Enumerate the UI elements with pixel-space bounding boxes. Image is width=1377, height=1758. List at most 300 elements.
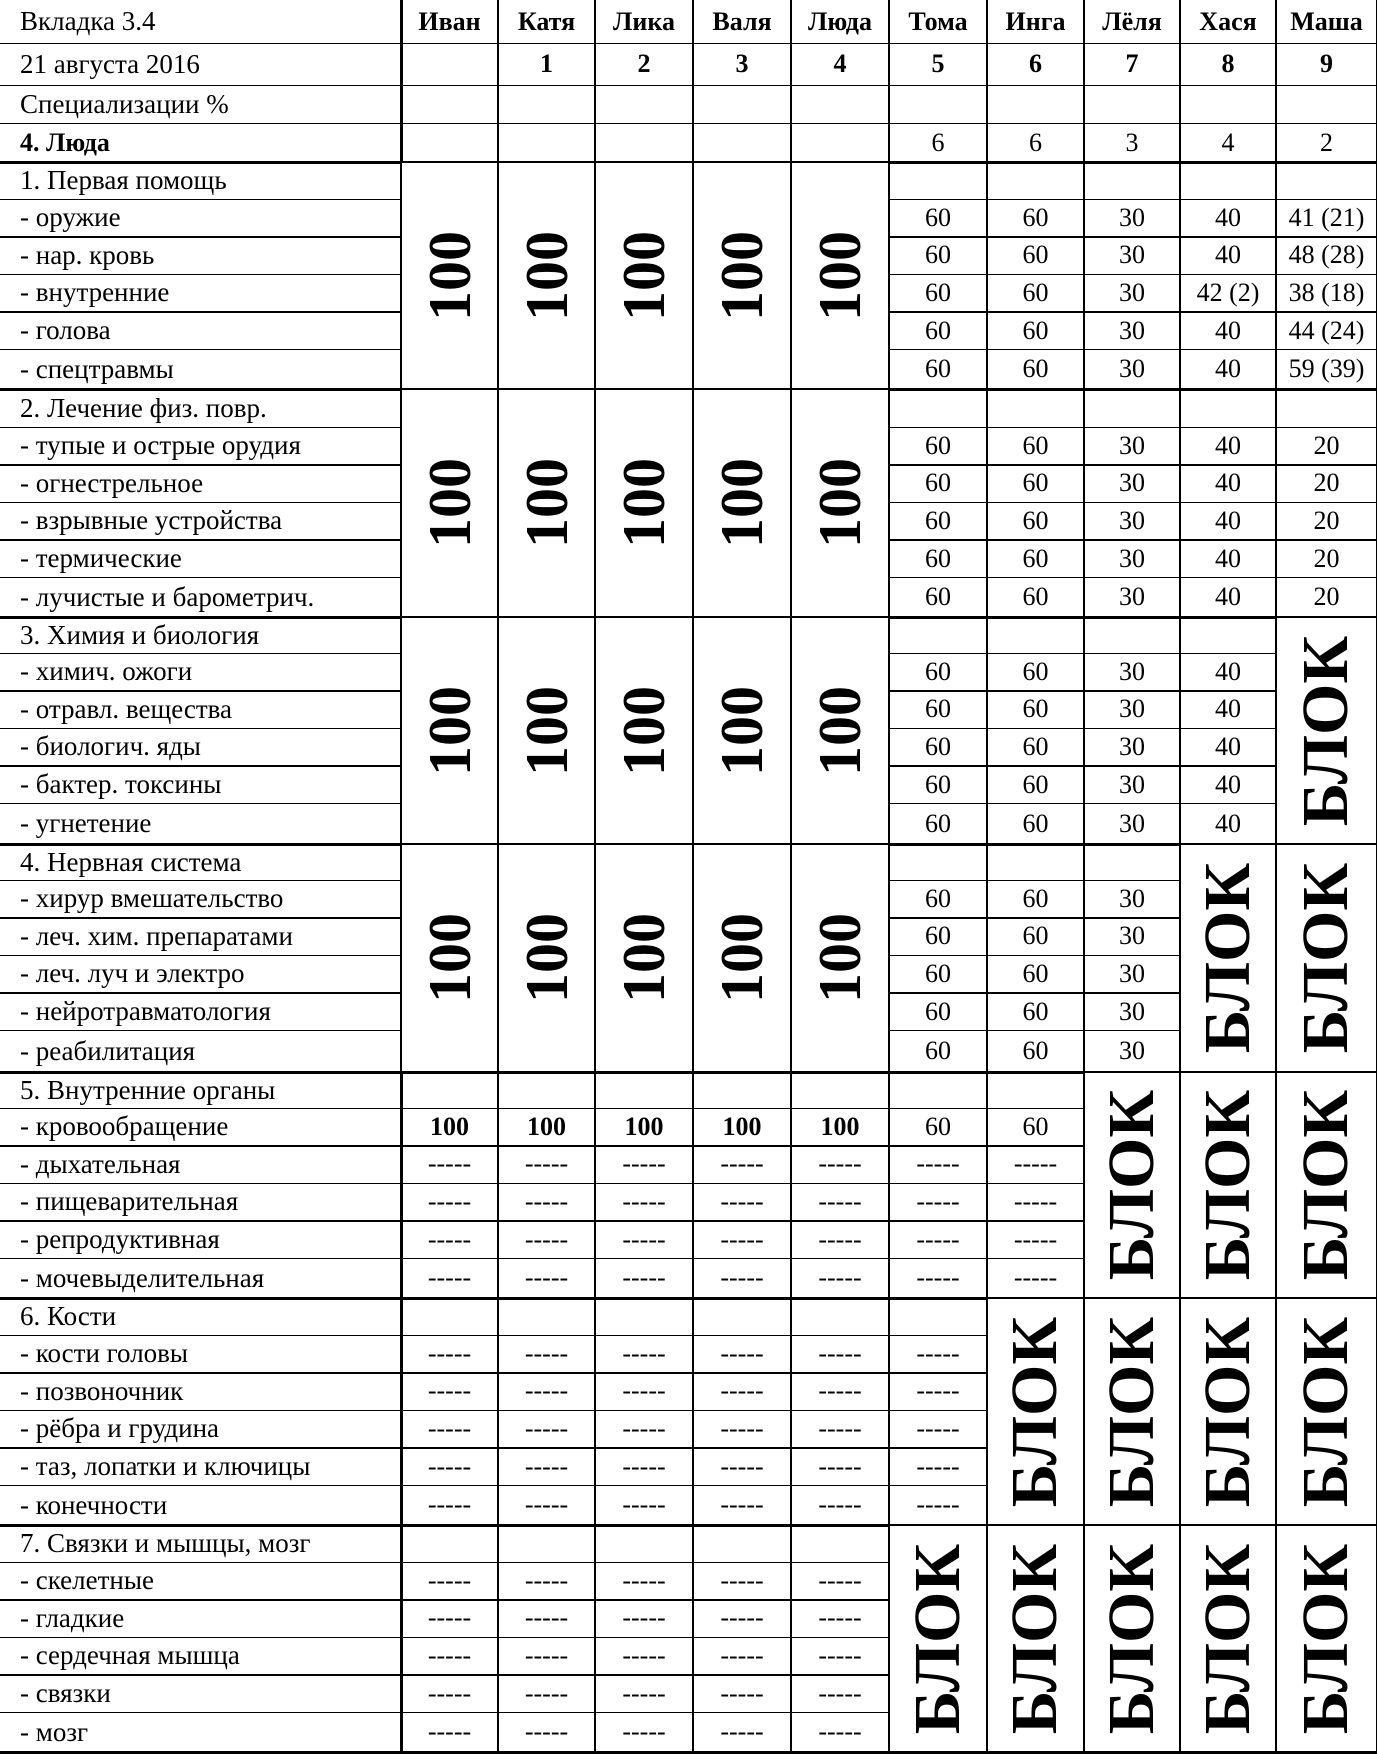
value-cell: -----: [622, 1263, 666, 1293]
value-cell: 20: [1313, 505, 1340, 535]
value-cell: -----: [916, 1413, 960, 1443]
value-cell: -----: [818, 1224, 862, 1254]
item-label: - леч. хим. препаратами: [20, 920, 293, 951]
value-cell: -----: [818, 1263, 862, 1293]
value-cell: 60: [1022, 430, 1049, 460]
blocked-label: БЛОК: [1289, 1089, 1363, 1281]
value-cell: -----: [622, 1678, 666, 1708]
value-cell: 30: [1119, 958, 1145, 988]
merged-100-value: 100: [611, 230, 677, 321]
merged-100-cell: [792, 163, 888, 388]
value-cell: -----: [622, 1224, 666, 1254]
item-label: - таз, лопатки и ключицы: [20, 1451, 311, 1482]
value-cell: -----: [720, 1451, 764, 1481]
value-cell: -----: [916, 1490, 960, 1520]
value-cell: -----: [1013, 1149, 1058, 1179]
value-cell: 60: [1022, 505, 1049, 535]
item-label: - оружие: [20, 202, 121, 233]
value-cell: -----: [622, 1717, 666, 1747]
value-cell: 60: [925, 1036, 951, 1066]
value-cell: -----: [622, 1376, 666, 1406]
value-cell: -----: [524, 1263, 569, 1293]
item-label: - биологич. яды: [20, 731, 201, 762]
column-number: 8: [1221, 49, 1235, 78]
value-cell: 40: [1215, 354, 1241, 384]
luda-row-value: 4: [1221, 127, 1235, 157]
value-cell: -----: [427, 1376, 472, 1406]
section-title: 4. Нервная система: [20, 846, 242, 877]
value-cell: 60: [1022, 656, 1049, 686]
value-cell: -----: [818, 1376, 862, 1406]
blocked-cell: [1277, 1526, 1376, 1751]
item-label: - лучистые и барометрич.: [20, 581, 315, 612]
column-name: Хася: [1199, 6, 1257, 36]
value-cell: 60: [1022, 468, 1049, 498]
item-label: - позвоночник: [20, 1375, 184, 1406]
column-number: 9: [1320, 49, 1333, 78]
value-cell: 30: [1119, 543, 1145, 573]
merged-100-cell: [402, 618, 497, 843]
value-cell: -----: [524, 1490, 569, 1520]
value-cell: 60: [1022, 921, 1049, 951]
value-cell: 60: [925, 468, 951, 498]
value-cell: -----: [524, 1451, 569, 1481]
value-cell: -----: [524, 1717, 569, 1747]
value-cell: 100: [527, 1111, 566, 1141]
value-cell: 30: [1119, 202, 1145, 232]
column-name: Катя: [517, 6, 576, 36]
value-cell: -----: [818, 1640, 862, 1670]
value-cell: -----: [524, 1224, 569, 1254]
blocked-cell: [1181, 1526, 1275, 1751]
value-cell: 30: [1119, 430, 1145, 460]
value-cell: 60: [925, 277, 951, 307]
luda-row-value: 3: [1125, 127, 1139, 157]
column-name: Тома: [908, 6, 968, 36]
merged-100-value: 100: [709, 913, 775, 1003]
blocked-label: БЛОК: [1191, 1316, 1264, 1507]
item-label: - реабилитация: [20, 1035, 196, 1066]
value-cell: 40: [1215, 430, 1241, 460]
blocked-label: БЛОК: [1289, 1543, 1363, 1734]
merged-100-value: 100: [709, 685, 775, 776]
value-cell: 60: [1022, 883, 1049, 913]
item-label: - химич. ожоги: [20, 656, 193, 687]
value-cell: 30: [1119, 505, 1145, 535]
value-cell: -----: [524, 1149, 569, 1179]
value-cell: -----: [427, 1640, 472, 1670]
value-cell: -----: [427, 1186, 472, 1216]
value-cell: -----: [720, 1565, 764, 1595]
value-cell: 60: [925, 958, 951, 988]
value-cell: 60: [1022, 694, 1049, 724]
value-cell: 60: [925, 731, 951, 761]
blocked-cell: [1277, 618, 1376, 843]
column-number: 6: [1029, 49, 1042, 78]
value-cell: 40: [1215, 731, 1241, 761]
value-cell: -----: [818, 1603, 862, 1633]
blocked-cell: [1085, 1526, 1179, 1751]
blocked-cell: [988, 1526, 1083, 1751]
value-cell: -----: [916, 1451, 960, 1481]
value-cell: 60: [925, 883, 951, 913]
merged-100-value: 100: [513, 685, 580, 776]
value-cell: -----: [916, 1376, 960, 1406]
blocked-cell: [1181, 1073, 1275, 1297]
column-name: Инга: [1005, 6, 1066, 36]
value-cell: -----: [427, 1678, 472, 1708]
blocked-label: БЛОК: [901, 1543, 974, 1734]
merged-100-value: 100: [513, 913, 580, 1003]
value-cell: -----: [1013, 1186, 1058, 1216]
value-cell: -----: [1013, 1263, 1058, 1293]
item-label: - огнестрельное: [20, 467, 204, 498]
column-number: 4: [833, 49, 847, 78]
value-cell: 60: [925, 543, 951, 573]
value-cell: 60: [1022, 769, 1049, 799]
blocked-label: БЛОК: [1191, 862, 1264, 1054]
item-label: - отравл. вещества: [20, 693, 233, 724]
item-label: - леч. луч и электро: [20, 958, 245, 989]
merged-100-cell: [596, 845, 692, 1071]
header-divider: [0, 85, 1377, 87]
value-cell: -----: [524, 1376, 569, 1406]
blocked-label: БЛОК: [1191, 1543, 1264, 1734]
value-cell: 30: [1119, 315, 1145, 345]
value-cell: -----: [720, 1717, 764, 1747]
value-cell: 40: [1215, 582, 1241, 612]
value-cell: 30: [1119, 694, 1145, 724]
column-name: Валя: [712, 6, 772, 36]
item-label: - мочевыделительная: [20, 1262, 265, 1293]
item-label: - спецтравмы: [20, 353, 174, 384]
value-cell: -----: [720, 1338, 764, 1368]
value-cell: -----: [524, 1338, 569, 1368]
column-number: [401, 43, 498, 85]
merged-100-value: 100: [611, 458, 677, 548]
merged-100-cell: [694, 163, 790, 388]
blocked-label: БЛОК: [1289, 635, 1363, 826]
header-divider: [0, 123, 1377, 125]
value-cell: -----: [720, 1640, 764, 1670]
value-cell: -----: [818, 1717, 862, 1747]
blocked-cell: [1181, 845, 1275, 1071]
value-cell: 60: [925, 808, 951, 838]
item-label: - рёбра и грудина: [20, 1413, 220, 1444]
value-cell: -----: [524, 1640, 569, 1670]
value-cell: 30: [1119, 996, 1145, 1026]
value-cell: -----: [720, 1149, 764, 1179]
merged-100-cell: [596, 390, 692, 616]
value-cell: 60: [925, 240, 951, 270]
value-cell: -----: [427, 1451, 472, 1481]
column-name: Люда: [808, 6, 872, 36]
value-cell: 30: [1119, 582, 1145, 612]
merged-100-cell: [402, 845, 497, 1071]
merged-100-cell: [596, 618, 692, 843]
blocked-label: БЛОК: [1289, 862, 1363, 1054]
merged-100-value: 100: [416, 685, 483, 776]
item-label: - внутренние: [20, 277, 170, 308]
value-cell: -----: [622, 1149, 666, 1179]
value-cell: 30: [1119, 808, 1145, 838]
value-cell: -----: [720, 1376, 764, 1406]
value-cell: -----: [720, 1603, 764, 1633]
merged-100-value: 100: [513, 230, 580, 321]
blocked-cell: [890, 1526, 986, 1751]
item-label: - сердечная мышца: [20, 1640, 240, 1671]
value-cell: 59 (39): [1288, 354, 1365, 384]
value-cell: 44 (24): [1288, 315, 1365, 345]
luda-row-value: [595, 123, 693, 162]
merged-100-cell: [402, 390, 497, 616]
value-cell: 60: [925, 505, 951, 535]
luda-row-value: [498, 123, 595, 162]
value-cell: 100: [722, 1111, 762, 1141]
merged-100-value: 100: [807, 685, 873, 776]
value-cell: -----: [818, 1413, 862, 1443]
value-cell: -----: [1013, 1224, 1058, 1254]
value-cell: 60: [925, 921, 951, 951]
blocked-cell: [1277, 845, 1376, 1071]
column-number: 1: [540, 49, 553, 78]
item-label: - мозг: [20, 1716, 89, 1747]
value-cell: 30: [1119, 277, 1145, 307]
value-cell: -----: [427, 1263, 472, 1293]
merged-100-cell: [499, 618, 594, 843]
blocked-cell: [1181, 1299, 1275, 1524]
value-cell: 40: [1215, 240, 1241, 270]
value-cell: -----: [818, 1338, 862, 1368]
value-cell: -----: [720, 1678, 764, 1708]
value-cell: -----: [818, 1149, 862, 1179]
value-cell: -----: [818, 1490, 862, 1520]
item-label: - хирур вмешательство: [20, 883, 284, 914]
header-divider: [0, 43, 1377, 45]
luda-row-label: 4. Люда: [20, 127, 110, 157]
value-cell: 30: [1119, 354, 1145, 384]
item-label: - скелетные: [20, 1565, 154, 1596]
value-cell: -----: [720, 1224, 764, 1254]
merged-100-value: 100: [709, 458, 775, 548]
value-cell: 60: [925, 582, 951, 612]
merged-100-cell: [402, 163, 497, 388]
value-cell: 40: [1215, 694, 1241, 724]
item-label: - взрывные устройства: [20, 505, 283, 536]
merged-100-value: 100: [416, 458, 483, 548]
value-cell: 60: [1022, 202, 1049, 232]
item-label: - связки: [20, 1678, 111, 1709]
value-cell: -----: [916, 1149, 960, 1179]
value-cell: 40: [1215, 202, 1241, 232]
value-cell: 60: [1022, 1111, 1049, 1141]
luda-row-value: 2: [1320, 127, 1333, 157]
value-cell: -----: [818, 1565, 862, 1595]
value-cell: -----: [818, 1451, 862, 1481]
item-label: - тупые и острые орудия: [20, 430, 301, 461]
value-cell: 20: [1313, 430, 1340, 460]
value-cell: 41 (21): [1288, 202, 1365, 232]
value-cell: 42 (2): [1196, 277, 1260, 307]
value-cell: 60: [1022, 354, 1049, 384]
item-label: - бактер. токсины: [20, 769, 222, 800]
value-cell: -----: [916, 1263, 960, 1293]
value-cell: -----: [720, 1413, 764, 1443]
item-label: - пищеварительная: [20, 1186, 239, 1217]
value-cell: 60: [1022, 731, 1049, 761]
value-cell: 30: [1119, 468, 1145, 498]
item-label: - репродуктивная: [20, 1224, 220, 1255]
blocked-label: БЛОК: [1095, 1543, 1168, 1734]
value-cell: 100: [430, 1111, 469, 1141]
value-cell: -----: [427, 1338, 472, 1368]
merged-100-value: 100: [611, 685, 677, 776]
value-cell: 40: [1215, 468, 1241, 498]
value-cell: 60: [1022, 1036, 1049, 1066]
luda-row-value: [791, 123, 889, 162]
value-cell: 60: [1022, 808, 1049, 838]
value-cell: 60: [925, 202, 951, 232]
value-cell: 30: [1119, 240, 1145, 270]
value-cell: 60: [925, 656, 951, 686]
specializations-label: Специализации %: [20, 88, 229, 119]
column-name: Иван: [418, 6, 481, 36]
value-cell: 40: [1215, 808, 1241, 838]
value-cell: 60: [925, 1111, 951, 1141]
value-cell: -----: [427, 1224, 472, 1254]
value-cell: 40: [1215, 315, 1241, 345]
blocked-cell: [1085, 1299, 1179, 1524]
value-cell: 60: [1022, 958, 1049, 988]
merged-100-cell: [792, 618, 888, 843]
luda-row-value: [401, 123, 498, 162]
merged-100-cell: [694, 618, 790, 843]
section-title: 5. Внутренние органы: [20, 1074, 276, 1105]
tab-title: Вкладка 3.4: [20, 6, 156, 36]
column-divider: [888, 0, 890, 1752]
value-cell: -----: [427, 1603, 472, 1633]
value-cell: 20: [1313, 582, 1340, 612]
item-label: - дыхательная: [20, 1148, 181, 1179]
value-cell: 100: [820, 1111, 860, 1141]
value-cell: -----: [916, 1338, 960, 1368]
item-label: - нар. кровь: [20, 239, 155, 270]
value-cell: 30: [1119, 1036, 1145, 1066]
value-cell: 60: [925, 694, 951, 724]
table-bottom-border: [0, 1751, 1377, 1754]
value-cell: 30: [1119, 921, 1145, 951]
item-label: - угнетение: [20, 808, 152, 839]
value-cell: 20: [1313, 468, 1340, 498]
column-name: Лёля: [1102, 6, 1162, 36]
blocked-cell: [1277, 1073, 1376, 1297]
value-cell: -----: [622, 1603, 666, 1633]
section-title: 6. Кости: [20, 1301, 117, 1331]
column-name: Лика: [613, 6, 675, 36]
merged-100-value: 100: [416, 230, 483, 321]
value-cell: 48 (28): [1288, 240, 1365, 270]
value-cell: -----: [622, 1451, 666, 1481]
merged-100-cell: [792, 390, 888, 616]
value-cell: 60: [1022, 240, 1049, 270]
value-cell: -----: [916, 1186, 960, 1216]
value-cell: 60: [925, 430, 951, 460]
value-cell: 40: [1215, 543, 1241, 573]
value-cell: -----: [427, 1565, 472, 1595]
merged-100-value: 100: [709, 230, 775, 321]
luda-row-value: 6: [1029, 127, 1042, 157]
value-cell: -----: [720, 1186, 764, 1216]
item-label: - термические: [20, 543, 182, 574]
section-title: 1. Первая помощь: [20, 165, 227, 195]
blocked-label: БЛОК: [1191, 1089, 1264, 1281]
value-cell: -----: [622, 1413, 666, 1443]
value-cell: -----: [622, 1565, 666, 1595]
section-title: 3. Химия и биология: [20, 619, 260, 650]
blocked-cell: [988, 1299, 1083, 1524]
value-cell: -----: [720, 1263, 764, 1293]
value-cell: 20: [1313, 543, 1340, 573]
value-cell: -----: [622, 1186, 666, 1216]
value-cell: -----: [524, 1678, 569, 1708]
merged-100-value: 100: [416, 913, 483, 1003]
value-cell: 60: [925, 315, 951, 345]
value-cell: 30: [1119, 769, 1145, 799]
value-cell: 38 (18): [1288, 277, 1365, 307]
value-cell: -----: [427, 1149, 472, 1179]
item-label: - гладкие: [20, 1602, 125, 1633]
blocked-label: БЛОК: [998, 1543, 1072, 1734]
value-cell: -----: [622, 1338, 666, 1368]
merged-100-value: 100: [807, 458, 873, 548]
section-title: 7. Связки и мышцы, мозг: [20, 1528, 311, 1558]
column-number: 2: [637, 49, 651, 78]
value-cell: -----: [427, 1413, 472, 1443]
value-cell: -----: [818, 1678, 862, 1708]
column-number: 7: [1125, 49, 1139, 78]
value-cell: -----: [720, 1490, 764, 1520]
value-cell: 30: [1119, 656, 1145, 686]
section-title: 2. Лечение физ. повр.: [20, 392, 267, 423]
merged-100-cell: [694, 390, 790, 616]
sheet-date: 21 августа 2016: [20, 48, 200, 79]
column-name: Маша: [1290, 6, 1363, 36]
value-cell: -----: [524, 1565, 569, 1595]
value-cell: -----: [818, 1186, 862, 1216]
value-cell: 30: [1119, 883, 1145, 913]
value-cell: -----: [524, 1186, 569, 1216]
merged-100-cell: [694, 845, 790, 1071]
value-cell: -----: [524, 1603, 569, 1633]
value-cell: 40: [1215, 656, 1241, 686]
item-label: - нейротравматология: [20, 996, 271, 1027]
luda-row-value: [693, 123, 791, 162]
blocked-label: БЛОК: [998, 1316, 1072, 1507]
column-number: 3: [735, 49, 749, 78]
merged-100-value: 100: [513, 458, 580, 548]
luda-row-value: 6: [931, 127, 945, 157]
value-cell: 60: [1022, 277, 1049, 307]
value-cell: 60: [1022, 315, 1049, 345]
merged-100-value: 100: [807, 230, 873, 321]
merged-100-cell: [792, 845, 888, 1071]
item-label: - кости головы: [20, 1338, 189, 1369]
value-cell: 60: [1022, 582, 1049, 612]
value-cell: 60: [925, 354, 951, 384]
item-label: - конечности: [20, 1489, 168, 1520]
blocked-label: БЛОК: [1095, 1089, 1168, 1281]
value-cell: -----: [622, 1640, 666, 1670]
